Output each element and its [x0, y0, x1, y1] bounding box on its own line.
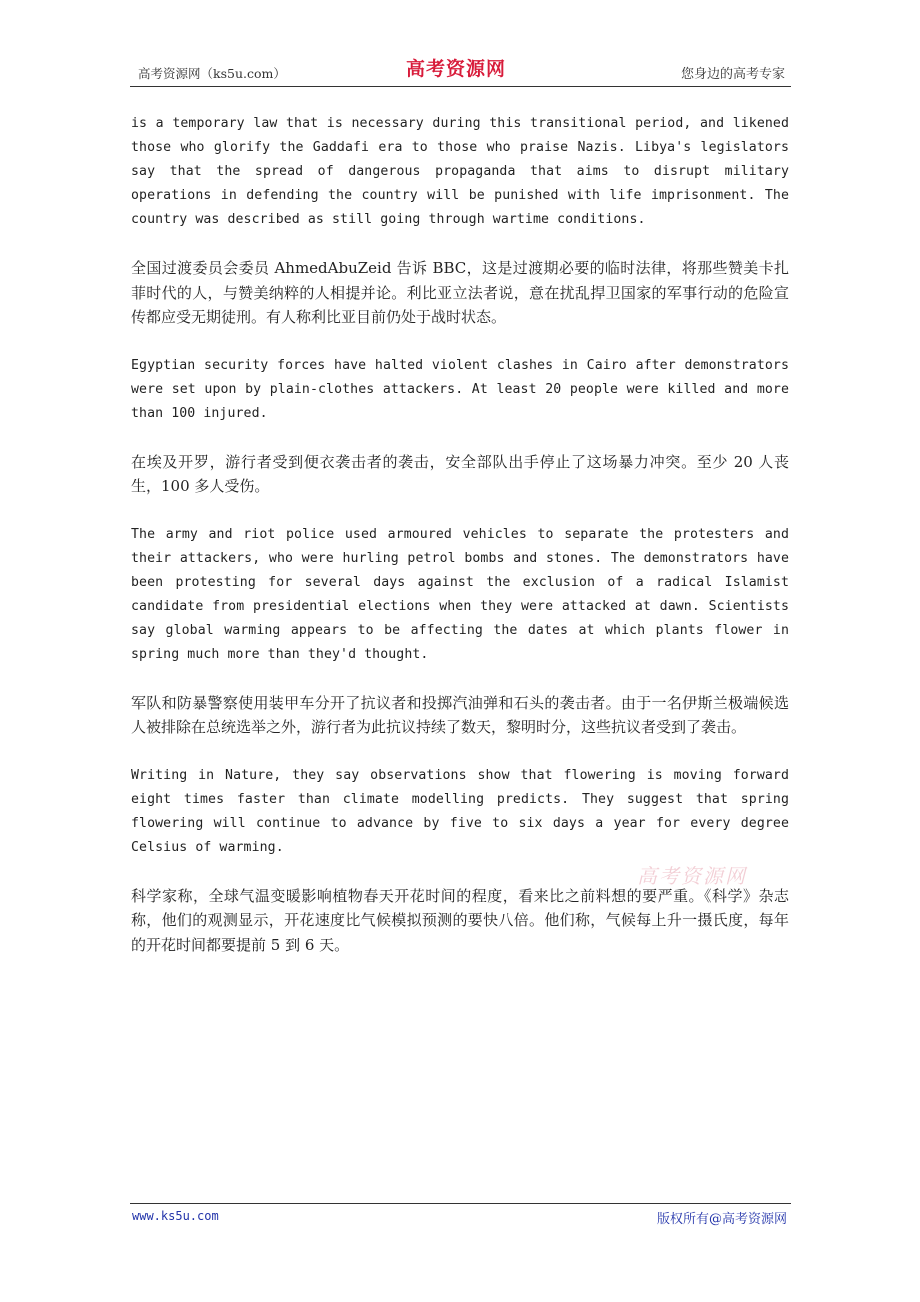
article-body: [131, 112, 789, 981]
header-site-name: 高考资源网（ks5u.com）: [138, 66, 286, 81]
paragraph-english-4: Writing in Nature, they say observations show that flowering is moving forward eight times faster than climate modelling predicts. They suggest that spring flowering will continue to advance by five to six days a year for every degree Celsius of warming.: [131, 767, 789, 855]
page-footer: [130, 1203, 791, 1226]
paragraph-chinese-1: 全国过渡委员会委员 AhmedAbuZeid 告诉 BBC，这是过渡期必要的临时法律，将那些赞美卡扎菲时代的人，与赞美纳粹的人相提并论。利比亚立法者说，意在扰乱捍卫国家的军事行动的危险宣传都应受无期徒刑。有人称利比亚目前仍处于战时状态。: [131, 259, 789, 326]
paragraph-english-3: The army and riot police used armoured vehicles to separate the protesters and their attackers, who were hurling petrol bombs and stones. The demonstrators have been protesting for several days against the exclusion of a radical Islamist candidate from presidential elections when they were attacked at dawn. Scientists say global warming appears to be affecting the dates at which plants flower in spring much more than they'd thought.: [131, 526, 789, 662]
paragraph-english-1: is a temporary law that is necessary during this transitional period, and likened those who glorify the Gaddafi era to those who praise Nazis. Libya's legislators say that the spread of dangerous propaganda that aims to disrupt military operations in defending the country will be punished with life imprisonment. The country was described as still going through wartime conditions.: [131, 116, 789, 227]
paragraph-chinese-3: 军队和防暴警察使用装甲车分开了抗议者和投掷汽油弹和石头的袭击者。由于一名伊斯兰极端候选人被排除在总统选举之外，游行者为此抗议持续了数天，黎明时分，这些抗议者受到了袭击。: [131, 693, 789, 736]
footer-site-link[interactable]: www.ks5u.com: [132, 1209, 219, 1223]
page-header: [130, 52, 791, 87]
paragraph-english-2: Egyptian security forces have halted violent clashes in Cairo after demonstrators were set upon by plain-clothes attackers. At least 20 people were killed and more than 100 injured.: [131, 357, 789, 421]
footer-copyright[interactable]: 版权所有@高考资源网: [656, 1212, 787, 1227]
watermark: 高考资源网: [637, 864, 747, 888]
header-slogan: 您身边的高考专家: [680, 67, 785, 82]
paragraph-chinese-4: 科学家称，全球气温变暖影响植物春天开花时间的程度，看来比之前料想的要严重。《科学》杂志称，他们的观测显示，开花速度比气候模拟预测的要快八倍。他们称，气候每上升一摄氏度，每年的开花时间都要提前 5 到 6 天。: [131, 886, 789, 954]
site-logo: 高考资源网: [406, 58, 507, 80]
paragraph-chinese-2: 在埃及开罗，游行者受到便衣袭击者的袭击，安全部队出手停止了这场暴力冲突。至少 20 人丧生，100 多人受伤。: [131, 452, 789, 495]
